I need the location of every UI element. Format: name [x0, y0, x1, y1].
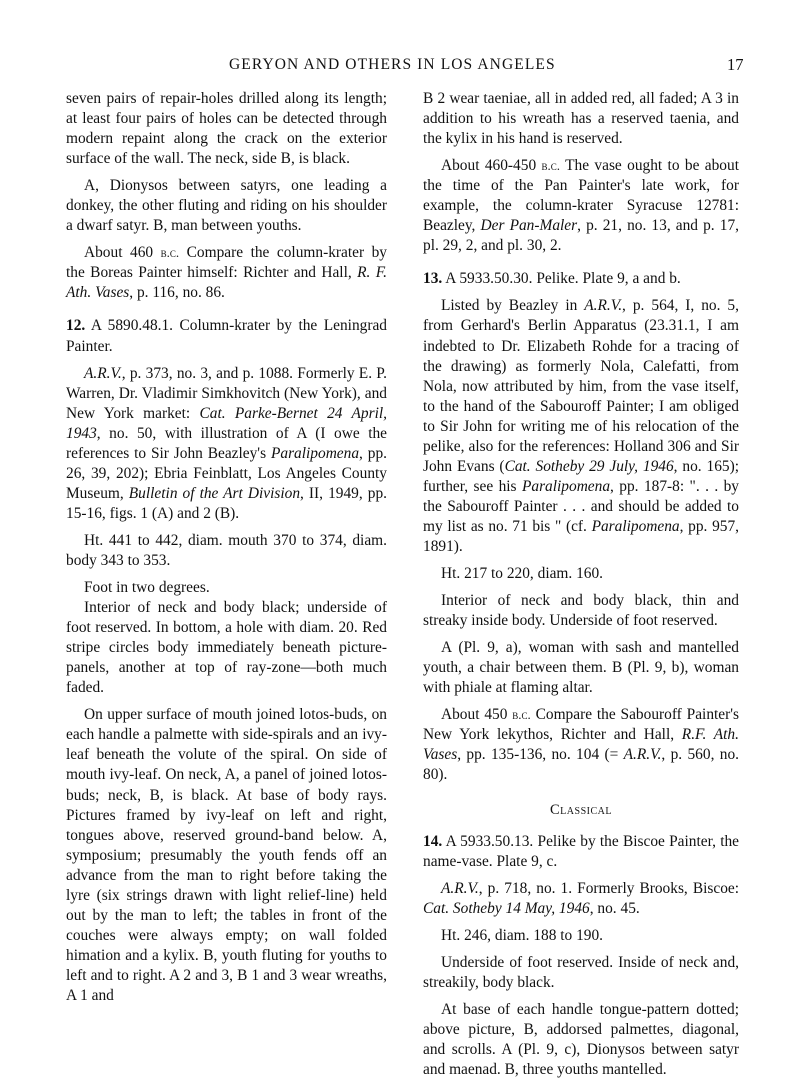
paragraph-continuation: B 2 wear taeniae, all in added red, all faded; A 3 in addition to his wreath has a reserved taenia, and the kylix in his hand is reserved. [423, 90, 739, 148]
text-run: , p. 21, no. 13, and p. 17, pl. 29, 2, and pl. 30, 2. [423, 217, 739, 255]
citation-title: Der Pan-Maler [480, 217, 578, 235]
entry-12-foot: Foot in two degrees. [84, 579, 210, 597]
text-run: , no. 45. [589, 899, 640, 917]
entry-12-heading [66, 316, 387, 356]
paragraph-subjects: A, Dionysos between satyrs, one leading a donkey, the other fluting and riding on his shoulder a dwarf satyr. B, man between youths. [66, 177, 387, 235]
text-run: , no. 50, with illustration of A (I owe the references to Sir John Beazley's [66, 424, 387, 462]
entry-title: A 5933.50.13. Pelike by the Biscoe Painter, the name-vase. Plate 9, c. [423, 832, 739, 870]
paragraph-continuation: seven pairs of repair-holes drilled along its length; at least four pairs of holes can be detected through modern repaint along the crack on the exterior surface of the wall. The neck, side B, is black. [66, 90, 387, 168]
citation-title: R.F. Ath. Vases [423, 726, 739, 764]
text-run: , p. 373, no. 3, and p. 1088. Formerly E. P. Warren, Dr. Vladimir Simkhovitch (New York), and New York market: [66, 364, 387, 422]
entry-12-decoration: On upper surface of mouth joined lotos-buds, on each handle a palmette with side-spirals and an ivy-leaf beneath the volute of the spiral. On side of mouth ivy-leaf. On neck, A, a panel of joined lotos-buds; neck, B, is black. At base of body rays. Pictures framed by ivy-leaf on left and right, tongues above, reserved ground-band below. A, symposium; presumably the youth fends off an advance from the man to right before taking the lyre (six strings drawn with light relief-line) held out by the man to left; the tables in front of the couches were always empty; on wall folded himation and a kylix. B, youth fluting for youths to left and to right. A 2 and 3, B 1 and 3 wear wreaths, A 1 and [66, 706, 387, 1004]
citation-title: A.R.V. [84, 364, 122, 382]
text-run: Listed by Beazley in [441, 297, 585, 315]
page-number: 17 [727, 55, 744, 74]
paragraph-dating [423, 156, 739, 256]
entry-12-interior: Interior of neck and body black; underside of foot reserved. In bottom, a hole with diam. 20. Red stripe circles body immediately beneath picture-panels, another at top of ray-zone—both much faded. [66, 599, 387, 697]
text-run: , II, 1949, pp. 15-16, figs. 1 (A) and 2 (B). [66, 484, 387, 522]
text-run: , p. 116, no. 86. [129, 284, 225, 302]
left-column [66, 89, 387, 1013]
entry-13-references [423, 296, 739, 557]
text-run: Compare the column-krater by the Boreas Painter himself: Richter and Hall, [66, 244, 387, 282]
entry-13-dating [423, 705, 739, 785]
citation-title: A.R.V. [584, 297, 623, 315]
citation-title: Cat. Sotheby 14 May, 1946 [423, 899, 590, 917]
text-run: , no. 165); further, see his [423, 457, 739, 495]
text-run: About 460 [84, 244, 161, 262]
text-run: , p. 564, I, no. 5, from Gerhard's Berlin Apparatus (23.31.1, I am indebted to Dr. Elizabeth Rohde for a tracing of the drawing) as formerly Nola, Calefatti, from Nola, now attributed by him, from the vase itself, to the hand of the Sabouroff Painter; I am obliged to Sir John for writing me of his relocation of the pelike, also for the references: Holland 306 and Sir John Evans ( [423, 297, 739, 475]
citation-title: A.R.V. [623, 746, 662, 764]
entry-14-heading [423, 832, 739, 872]
entry-12-references [66, 364, 387, 524]
citation-title: Cat. Parke-Bernet 24 April, 1943 [66, 404, 387, 442]
entry-title: A 5933.50.30. Pelike. Plate 9, a and b. [442, 270, 681, 288]
entry-14-decoration: At base of each handle tongue-pattern dotted; above picture, B, addorsed palmettes, diagonal, and scrolls. A (Pl. 9, c), Dionysos between satyr and maenad. B, three youths mantelled. [423, 1000, 739, 1079]
text-run: About 450 [441, 706, 513, 724]
entry-number: 12. [66, 317, 86, 335]
citation-title: A.R.V. [441, 879, 479, 897]
entry-13-dimensions: Ht. 217 to 220, diam. 160. [441, 565, 604, 583]
running-title: GERYON AND OTHERS IN LOS ANGELES [229, 56, 556, 73]
section-heading: Classical [550, 801, 612, 818]
bc-abbrev: b.c. [512, 707, 531, 723]
running-header [0, 56, 805, 78]
entry-number: 14. [423, 832, 443, 850]
entry-number: 13. [423, 270, 443, 288]
entry-13-interior: Interior of neck and body black, thin and streaky inside body. Underside of foot reserved. [423, 592, 739, 630]
entry-14-interior: Underside of foot reserved. Inside of neck and, streakily, body black. [423, 953, 739, 991]
entry-13-heading [423, 269, 739, 289]
citation-title: Cat. Sotheby 29 July, 1946 [504, 457, 674, 475]
paragraph-dating [66, 243, 387, 303]
citation-title: Bulletin of the Art Division [128, 484, 301, 502]
citation-title: Paralipomena [591, 517, 680, 535]
right-column [423, 89, 739, 1087]
text-run: Compare the Sabouroff Painter's New York lekythos, Richter and Hall, [423, 706, 740, 744]
entry-title: A 5890.48.1. Column-krater by the Leningrad Painter. [66, 317, 387, 355]
citation-title: R. F. Ath. Vases [66, 264, 387, 302]
citation-title: Paralipomena [521, 477, 611, 495]
text-run: The vase ought to be about the time of the Pan Painter's late work, for example, the column-krater Syracuse 12781: Beazley, [423, 157, 739, 235]
entry-13-subjects: A (Pl. 9, a), woman with sash and mantelled youth, a chair between them. B (Pl. 9, b), woman with phiale at flaming altar. [423, 639, 739, 697]
entry-14-references [423, 879, 739, 919]
bc-abbrev: b.c. [541, 158, 561, 174]
entry-12-dimensions: Ht. 441 to 442, diam. mouth 370 to 374, diam. body 343 to 353. [66, 531, 387, 569]
bc-abbrev: b.c. [160, 245, 180, 261]
text-run: About 460-450 [441, 157, 542, 175]
entry-14-dimensions: Ht. 246, diam. 188 to 190. [441, 926, 604, 944]
text-run: , pp. 26, 39, 202); Ebria Feinblatt, Los Angeles County Museum, [66, 444, 387, 502]
text-run: , pp. 957, 1891). [423, 517, 740, 555]
text-run: , pp. 187-8: ". . . by the Sabouroff Painter . . . and should be added to my list as no. 71 bis " (cf. [423, 477, 739, 535]
text-run: , pp. 135-136, no. 104 (= [457, 746, 624, 764]
text-run: , p. 718, no. 1. Formerly Brooks, Biscoe: [478, 879, 739, 897]
citation-title: Paralipomena [270, 444, 360, 462]
text-run: , p. 560, no. 80). [423, 746, 740, 784]
